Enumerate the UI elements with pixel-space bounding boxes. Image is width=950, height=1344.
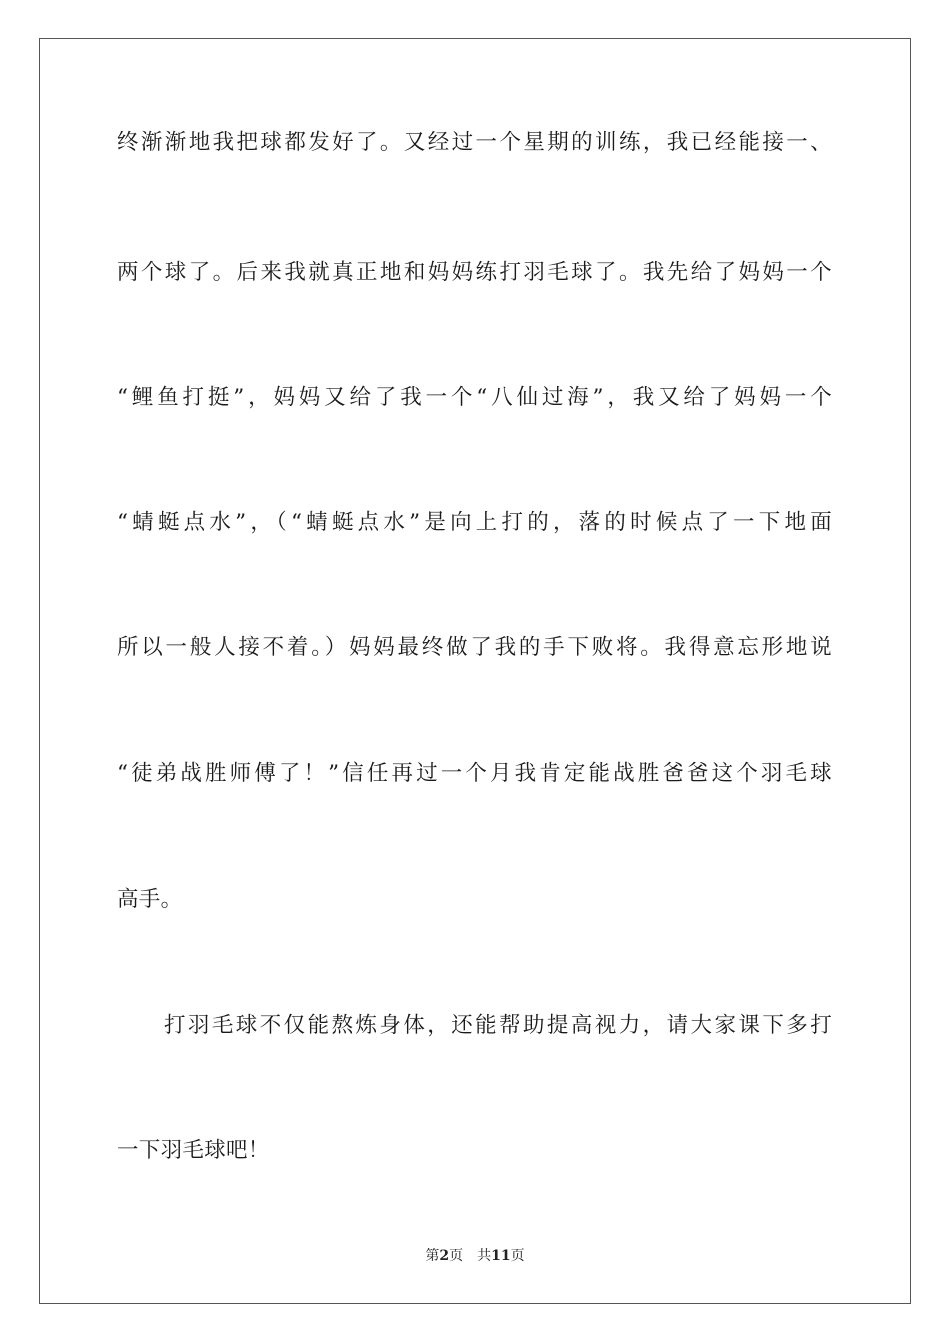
text-line-9: 一下羽毛球吧！ — [117, 1138, 270, 1163]
text-line-4: “蜻蜓点水”，（“蜻蜓点水”是向上打的，落的时候点了一下地面 — [117, 510, 832, 535]
text-line-5: 所以一般人接不着。）妈妈最终做了我的手下败将。我得意忘形地说 — [117, 635, 832, 660]
text-line-2: 两个球了。后来我就真正地和妈妈练打羽毛球了。我先给了妈妈一个 — [117, 260, 832, 285]
footer-current-page: 2 — [439, 1248, 450, 1264]
page-frame — [39, 38, 911, 1304]
footer-suffix: 页 — [510, 1248, 525, 1264]
text-line-6: “徒弟战胜师傅了！”信任再过一个月我肯定能战胜爸爸这个羽毛球 — [117, 761, 832, 786]
text-line-8: 打羽毛球不仅能熬炼身体，还能帮助提高视力，请大家课下多打 — [164, 1013, 832, 1038]
text-line-3: “鲤鱼打挺”，妈妈又给了我一个“八仙过海”，我又给了妈妈一个 — [117, 385, 832, 410]
page-footer — [0, 1246, 950, 1266]
footer-mid: 页 共 — [449, 1248, 492, 1264]
text-line-1: 终渐渐地我把球都发好了。又经过一个星期的训练，我已经能接一、 — [117, 130, 832, 155]
footer-prefix: 第 — [425, 1248, 440, 1264]
footer-total-pages: 11 — [491, 1248, 511, 1264]
text-line-7: 高手。 — [117, 887, 183, 912]
